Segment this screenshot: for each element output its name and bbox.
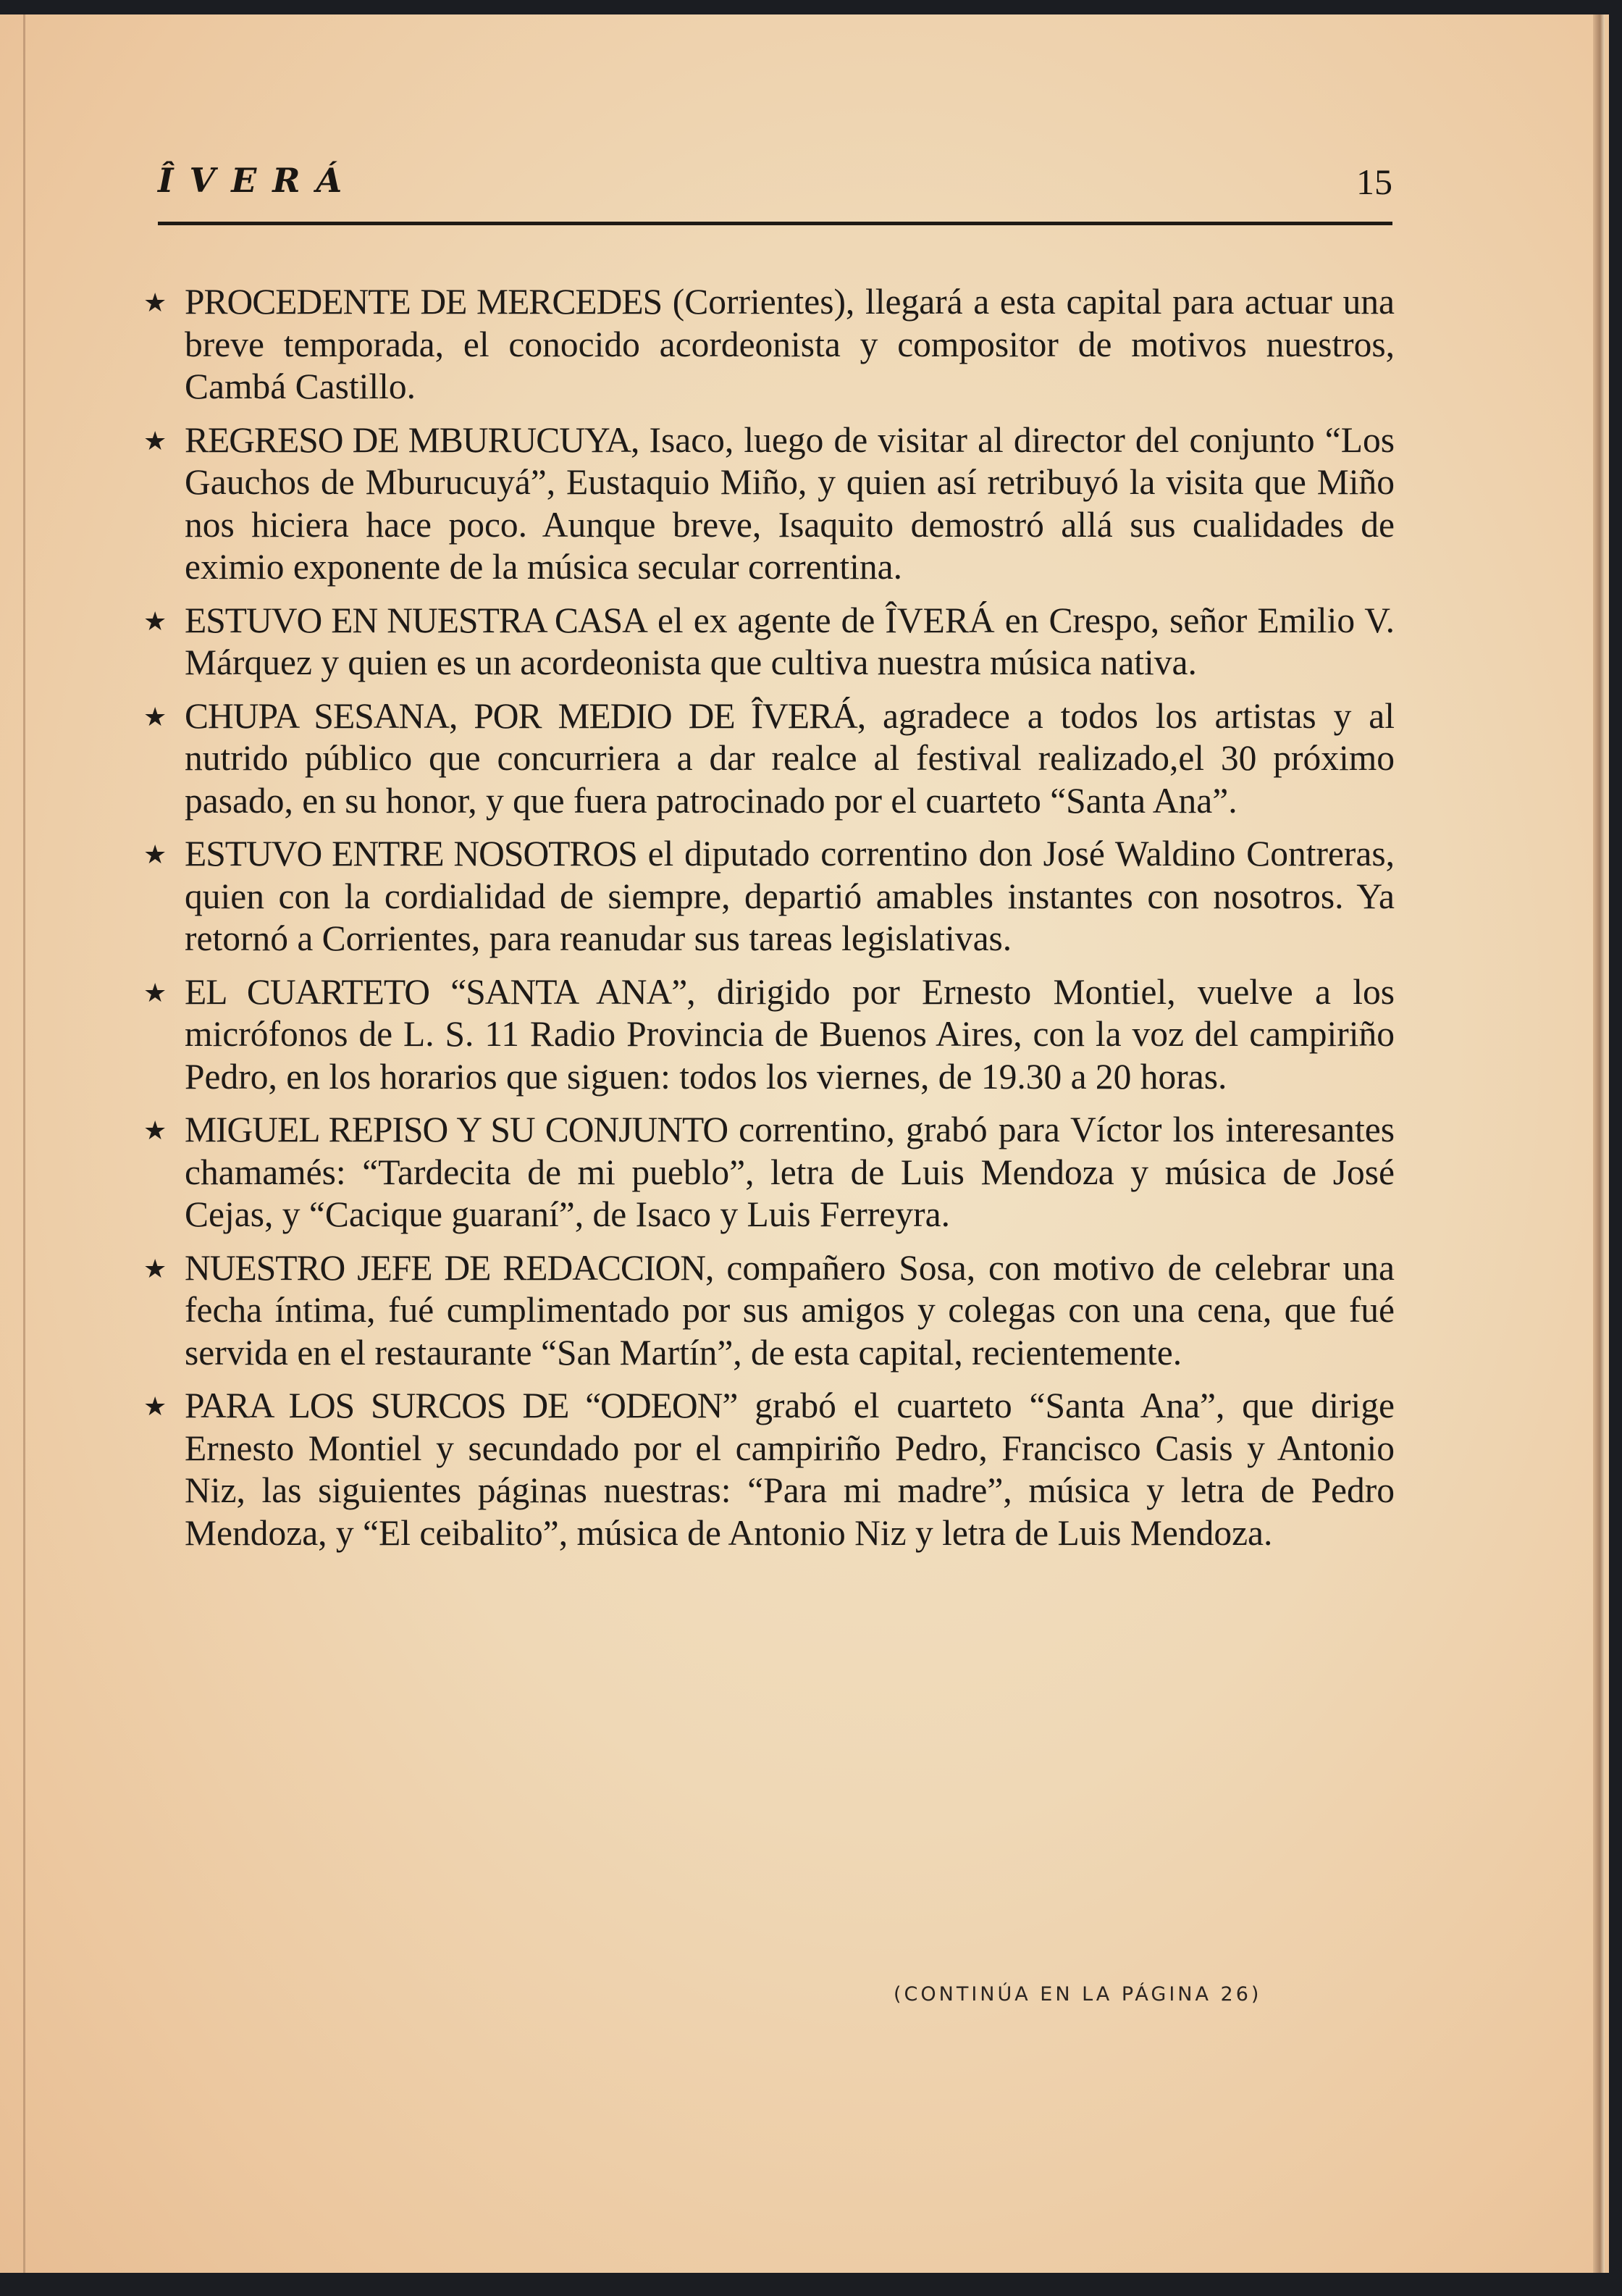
item-text: compañero Sosa, con motivo de celebrar una fecha íntima, fué cumplimentado por sus amigos y colegas con una cena, que fué servida en el restaurante “San Martín”, de esta capital, recientemente. [185,1247,1395,1373]
star-icon: ★ [143,606,167,637]
item-text: correntino, grabó para Víctor los interesantes chamamés: “Tardecita de mi pueblo”, letra de Luis Mendoza y música de José Cejas, y “Cacique guaraní”, de Isaco y Luis Ferreyra. [185,1110,1395,1234]
news-item [143,1247,1395,1375]
page-right-edge [1593,14,1605,2273]
news-item [143,600,1395,684]
item-lead: ESTUVO EN NUESTRA CASA [185,600,647,640]
item-lead: MIGUEL REPISO Y SU CONJUNTO [185,1110,728,1149]
star-icon: ★ [143,288,167,318]
item-text: dirigido por Ernesto Montiel, vuelve a los micrófonos de L. S. 11 Radio Provincia de Buenos Aires, con la voz del campiriño Pedro, en los horarios que siguen: todos los viernes, de 19.30 a 20 horas. [185,971,1395,1097]
news-item [143,833,1395,960]
magazine-page [0,14,1609,2273]
news-item [143,281,1395,408]
continuation-note: (CONTINÚA EN LA PÁGINA 26) [894,1983,1262,2006]
item-text: grabó el cuarteto “Santa Ana”, que dirige Ernesto Montiel y secundado por el campiriño Pedro, Francisco Casis y Antonio Niz, las siguientes páginas nuestras: “Para mi madre”, música y letra de Pedro Mendoza, y “El ceibalito”, música de Antonio Niz y letra de Luis Mendoza. [185,1386,1395,1553]
item-text: Isaco, luego de visitar al director del conjunto “Los Gauchos de Mburucuyá”, Eustaquio Miño, y quien así retribuyó la visita que Miño nos hiciera hace poco. Aunque breve, Isaquito demostró allá sus cualidades de eximio exponente de la música secular correntina. [185,419,1395,587]
item-lead: NUESTRO JEFE DE REDACCION, [185,1247,714,1288]
news-item [143,695,1395,823]
item-text: (Corrientes), llegará a esta capital para actuar una breve temporada, el conocido acordeonista y compositor de motivos nuestros, Cambá Castillo. [185,282,1395,406]
news-item [143,1109,1395,1236]
item-lead: ESTUVO ENTRE NOSOTROS [185,834,637,873]
news-item [143,419,1395,589]
item-text: el diputado correntino don José Waldino Contreras, quien con la cordialidad de siempre, departió amables instantes con nosotros. Ya retornó a Corrientes, para reanudar sus tareas legislativas. [185,834,1395,958]
news-item [143,971,1395,1099]
item-lead: PARA LOS SURCOS DE “ODEON” [185,1386,738,1425]
page-header [158,145,1392,203]
item-lead: PROCEDENTE DE MERCEDES [185,282,663,322]
news-column [143,281,1395,1565]
item-lead: REGRESO DE MBURUCUYA, [185,419,639,460]
star-icon: ★ [143,702,167,732]
item-lead: CHUPA SESANA, POR MEDIO DE ÎVERÁ, [185,695,866,736]
star-icon: ★ [143,840,167,870]
star-icon: ★ [143,426,167,456]
star-icon: ★ [143,1254,167,1284]
masthead-title: ÎVERÁ [158,161,358,200]
item-text: agradece a todos los artistas y al nutrido público que concurriera a dar realce al festival realizado,el 30 próximo pasado, en su honor, y que fuera patrocinado por el cuarteto “Santa Ana”. [185,695,1395,821]
star-icon: ★ [143,978,167,1008]
star-icon: ★ [143,1116,167,1146]
item-text: el ex agente de ÎVERÁ en Crespo, señor Emilio V. Márquez y quien es un acordeonista que cultiva nuestra música nativa. [185,600,1395,682]
item-lead: EL CUARTETO “SANTA ANA”, [185,971,695,1012]
star-icon: ★ [143,1392,167,1422]
news-item [143,1385,1395,1554]
page-number: 15 [1356,162,1392,202]
header-rule [158,222,1392,225]
page-fold-line [23,14,25,2273]
